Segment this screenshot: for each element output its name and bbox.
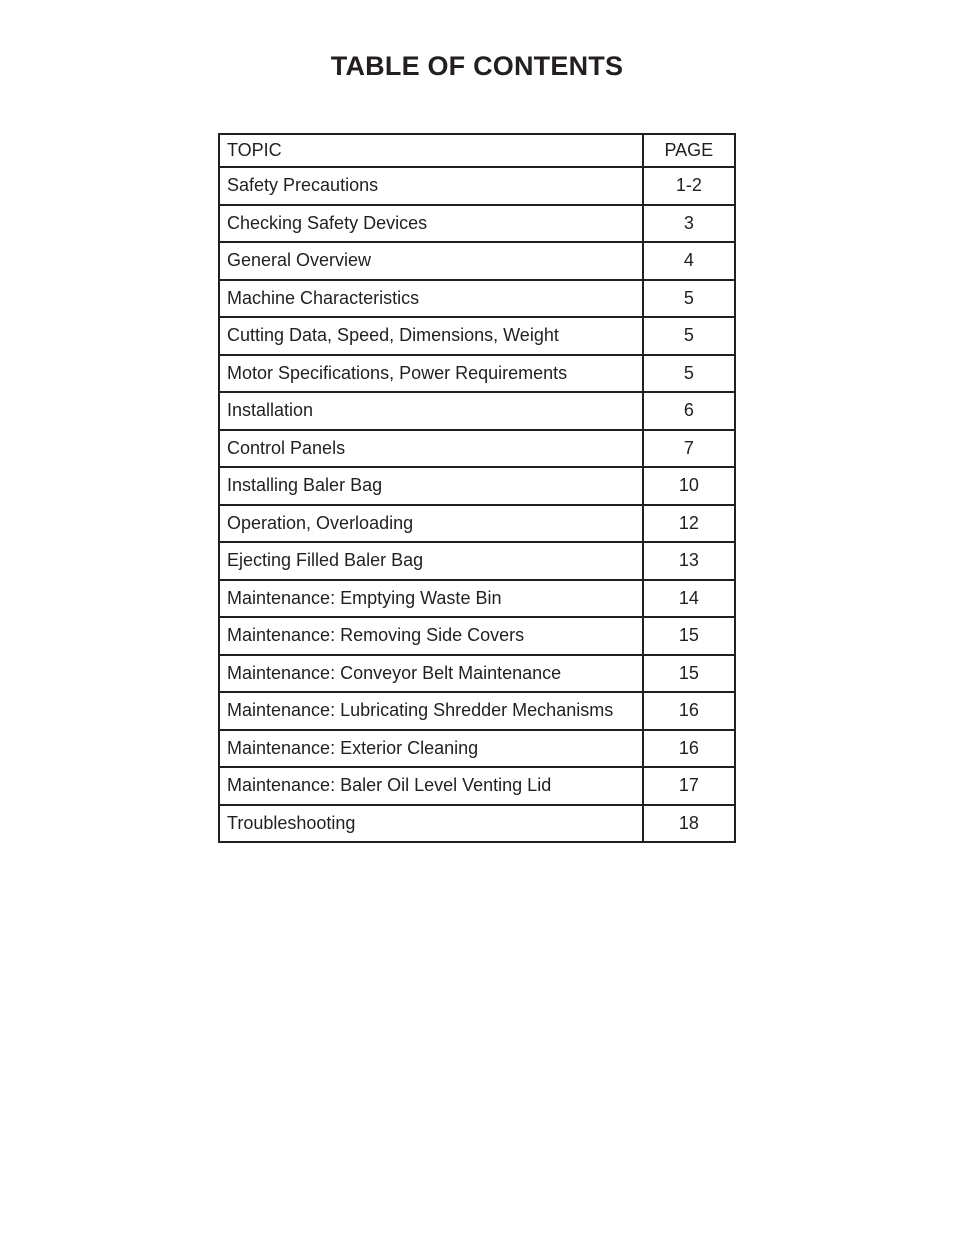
toc-row [219,505,735,543]
toc-row [219,467,735,505]
toc-row [219,280,735,318]
toc-topic: Maintenance: Lubricating Shredder Mechanisms [219,692,643,730]
toc-page: 3 [643,205,735,243]
toc-header-topic: TOPIC [219,134,643,167]
toc-topic: Control Panels [219,430,643,468]
toc-row [219,242,735,280]
toc-topic: Maintenance: Emptying Waste Bin [219,580,643,618]
toc-page: 14 [643,580,735,618]
toc-topic: Ejecting Filled Baler Bag [219,542,643,580]
toc-page: 1-2 [643,167,735,205]
toc-page: 16 [643,692,735,730]
toc-row [219,542,735,580]
toc-topic: Maintenance: Exterior Cleaning [219,730,643,768]
toc-row [219,655,735,693]
toc-page: 17 [643,767,735,805]
toc-topic: Checking Safety Devices [219,205,643,243]
toc-topic: Maintenance: Baler Oil Level Venting Lid [219,767,643,805]
toc-table [218,133,736,843]
toc-topic: Motor Specifications, Power Requirements [219,355,643,393]
toc-page: 16 [643,730,735,768]
toc-row [219,355,735,393]
toc-topic: Cutting Data, Speed, Dimensions, Weight [219,317,643,355]
toc-topic: Troubleshooting [219,805,643,843]
toc-topic: General Overview [219,242,643,280]
toc-topic: Installing Baler Bag [219,467,643,505]
toc-row [219,317,735,355]
toc-page: 4 [643,242,735,280]
toc-page: 5 [643,355,735,393]
toc-row [219,730,735,768]
toc-topic: Maintenance: Removing Side Covers [219,617,643,655]
toc-page: 15 [643,617,735,655]
toc-topic: Installation [219,392,643,430]
toc-page: 12 [643,505,735,543]
toc-page: 13 [643,542,735,580]
toc-page: 10 [643,467,735,505]
toc-row [219,392,735,430]
toc-row [219,205,735,243]
toc-row [219,430,735,468]
toc-topic: Machine Characteristics [219,280,643,318]
toc-row [219,805,735,843]
toc-row [219,167,735,205]
toc-body [219,167,735,842]
toc-page: 7 [643,430,735,468]
toc-header-page: PAGE [643,134,735,167]
toc-page: 18 [643,805,735,843]
toc-page: 5 [643,317,735,355]
toc-topic: Safety Precautions [219,167,643,205]
toc-row [219,692,735,730]
toc-topic: Maintenance: Conveyor Belt Maintenance [219,655,643,693]
toc-page: 6 [643,392,735,430]
toc-header-row [219,134,735,167]
toc-row [219,767,735,805]
toc-row [219,580,735,618]
toc-page: 15 [643,655,735,693]
toc-row [219,617,735,655]
page-title: TABLE OF CONTENTS [330,51,624,81]
toc-page: 5 [643,280,735,318]
toc-topic: Operation, Overloading [219,505,643,543]
